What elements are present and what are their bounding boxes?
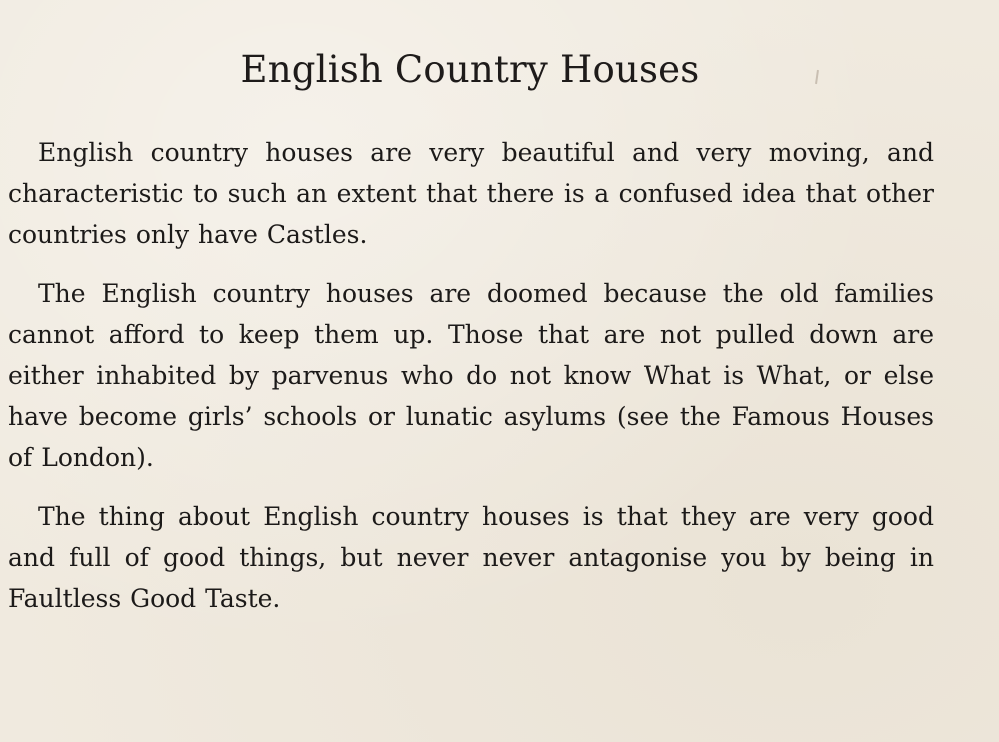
paragraph-1: English country houses are very beautiful and very moving, and characteristic to such an extent that there is a confused idea that other countries only have Castles.	[8, 138, 934, 249]
page-title: English Country Houses	[240, 48, 700, 91]
paragraph-2: The English country houses are doomed because the old families cannot afford to keep them up. Those that are not pulled down are either inhabited by parvenus who do not know What is What, or else have become girls’ schools or lunatic asylums (see the Famous Houses of London).	[8, 279, 934, 472]
paragraph-3: The thing about English country houses is that they are very good and full of good things, but never never antagonise you by being in Faultless Good Taste.	[8, 502, 934, 613]
body-text	[8, 132, 934, 637]
